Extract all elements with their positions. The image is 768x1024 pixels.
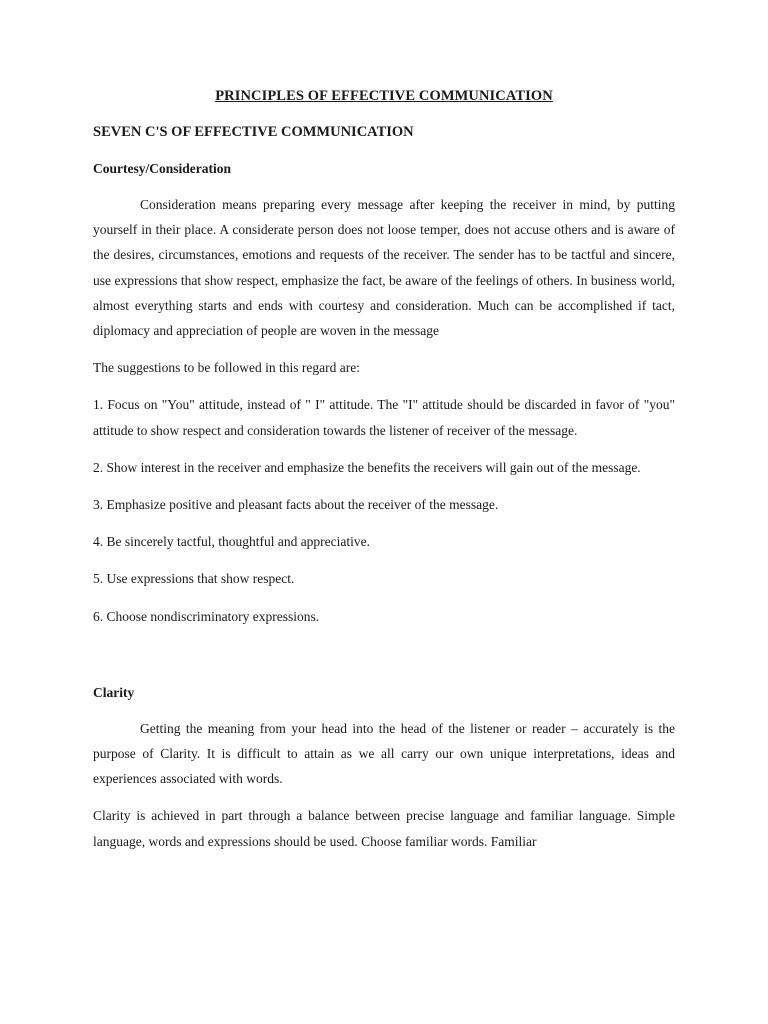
list-item: 2. Show interest in the receiver and emphasize the benefits the receivers will gain out of the message. — [93, 459, 641, 475]
document-page — [93, 84, 675, 854]
paragraph: The suggestions to be followed in this regard are: — [93, 360, 360, 376]
list-item: 3. Emphasize positive and pleasant facts about the receiver of the message. — [93, 497, 499, 513]
paragraph: Consideration means preparing every message after keeping the receiver in mind, by putting yourself in their place. A considerate person does not loose temper, does not accuse others and is aware of the desires, circumstances, emotions and requests of the receiver. The sender has to be tactful and sincere, use expressions that show respect, emphasize the fact, be aware of the feelings of others. In business world, almost everything starts and ends with courtesy and consideration. Much can be accomplished if tact, diplomacy and appreciation of people are woven in the message — [93, 197, 675, 339]
document-title: PRINCIPLES OF EFFECTIVE COMMUNICATION — [215, 88, 553, 104]
section-heading: Clarity — [93, 684, 135, 700]
list-item: 6. Choose nondiscriminatory expressions. — [93, 608, 320, 624]
section-clarity — [93, 681, 675, 854]
document-subtitle: SEVEN C'S OF EFFECTIVE COMMUNICATION — [93, 124, 414, 140]
paragraph: Clarity is achieved in part through a balance between precise language and familiar language. Simple language, words and expressions should be used. Choose familiar words. Familiar — [93, 808, 675, 849]
section-courtesy-consideration — [93, 157, 675, 629]
section-heading: Courtesy/Consideration — [93, 161, 231, 176]
list-item: 1. Focus on "You" attitude, instead of " I" attitude. The "I" attitude should be discarded in favor of "you" attitude to show respect and consideration towards the listener of receiver of the message. — [93, 397, 675, 438]
paragraph: Getting the meaning from your head into the head of the listener or reader – accurately is the purpose of Clarity. It is difficult to attain as we all carry our own unique interpretations, ideas and experiences associated with words. — [93, 720, 675, 787]
list-item: 4. Be sincerely tactful, thoughtful and appreciative. — [93, 534, 371, 550]
list-item: 5. Use expressions that show respect. — [93, 571, 295, 587]
